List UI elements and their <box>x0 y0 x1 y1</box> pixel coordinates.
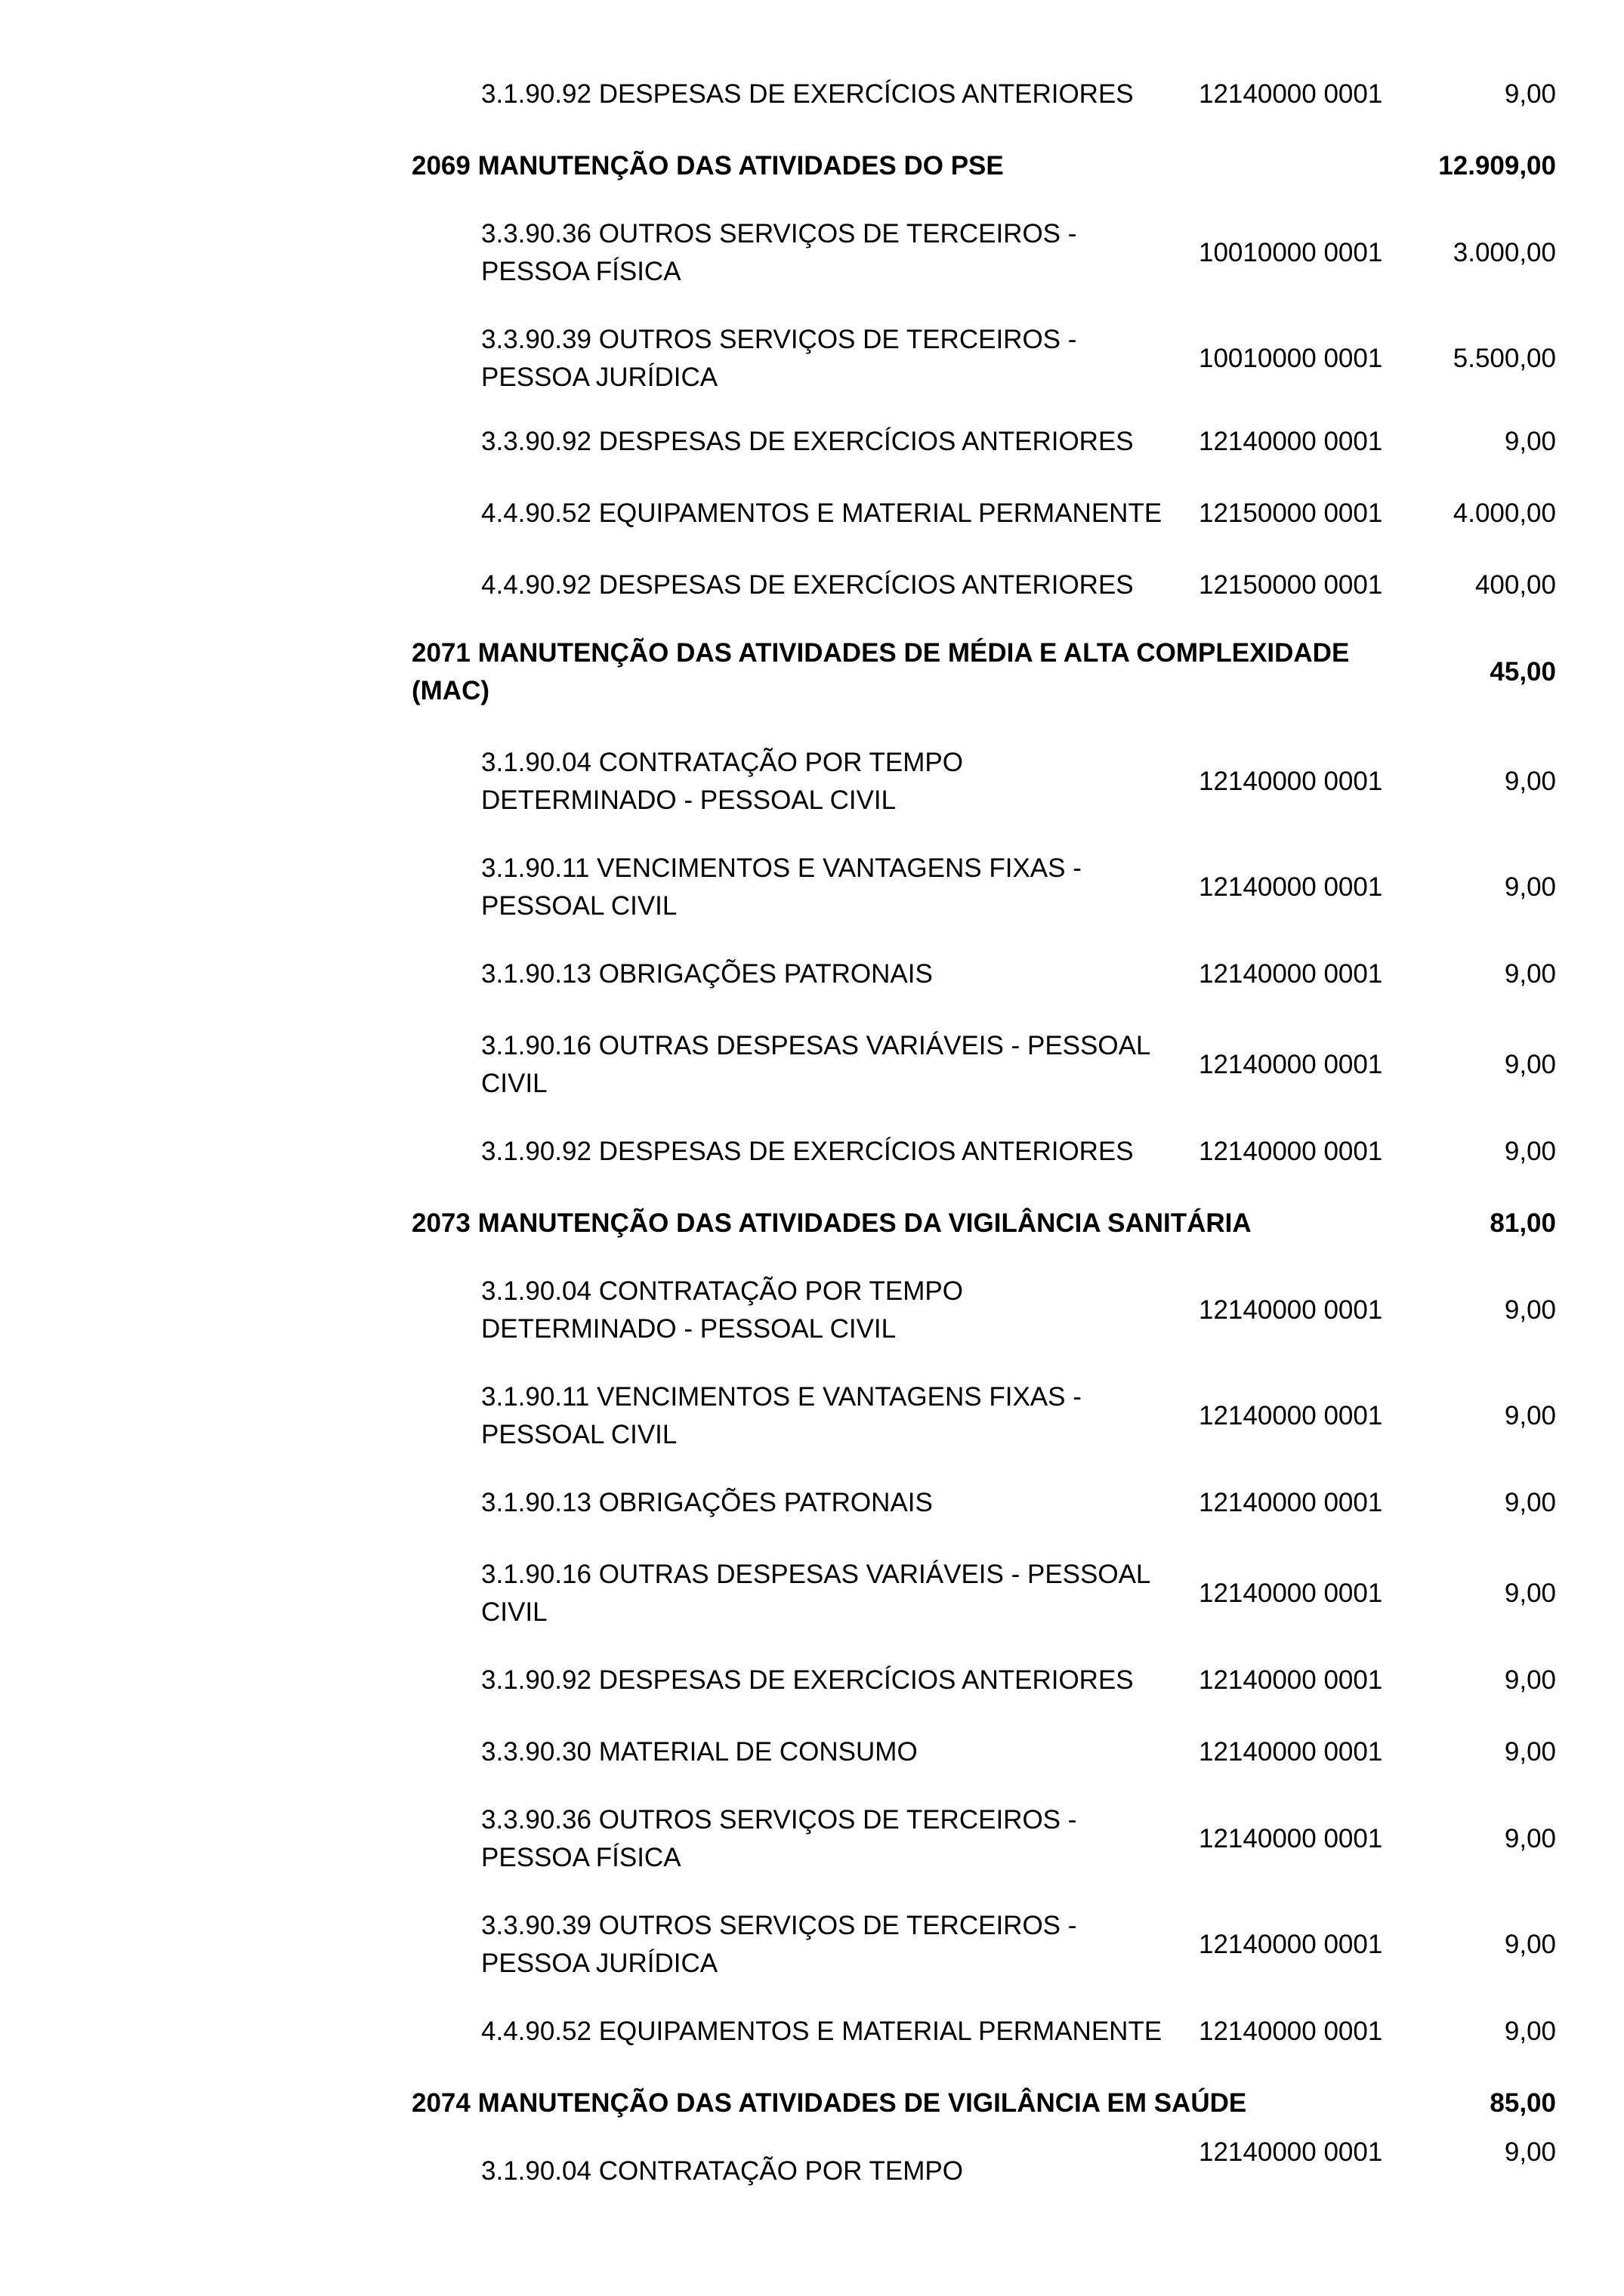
item-description: 3.1.90.92 DESPESAS DE EXERCÍCIOS ANTERIORES <box>481 1137 1134 1166</box>
item-description: 3.1.90.04 CONTRATAÇÃO POR TEMPO DETERMINADO - PESSOAL CIVIL <box>481 748 963 815</box>
item-source-code: 12140000 0001 <box>1199 2137 1383 2167</box>
item-source-code: 10010000 0001 <box>1199 238 1383 267</box>
group-title: 2069 MANUTENÇÃO DAS ATIVIDADES DO PSE <box>412 151 1004 181</box>
item-source-code: 12140000 0001 <box>1199 79 1383 109</box>
item-value: 9,00 <box>1504 959 1556 989</box>
item-value: 9,00 <box>1504 1488 1556 1517</box>
item-value: 9,00 <box>1504 1137 1556 1166</box>
item-description: 3.3.90.36 OUTROS SERVIÇOS DE TERCEIROS - PESSOA FÍSICA <box>481 219 1077 286</box>
item-description: 3.3.90.39 OUTROS SERVIÇOS DE TERCEIROS - PESSOA JURÍDICA <box>481 325 1077 392</box>
group-total-value: 85,00 <box>1490 2088 1556 2118</box>
item-description: 3.1.90.13 OBRIGAÇÕES PATRONAIS <box>481 1488 933 1517</box>
group-total-value: 45,00 <box>1490 657 1556 687</box>
item-source-code: 10010000 0001 <box>1199 344 1383 373</box>
item-source-code: 12150000 0001 <box>1199 570 1383 600</box>
item-value: 9,00 <box>1504 1401 1556 1430</box>
group-total-value: 81,00 <box>1490 1208 1556 1238</box>
item-description: 3.1.90.92 DESPESAS DE EXERCÍCIOS ANTERIORES <box>481 1665 1134 1695</box>
item-description: 3.3.90.92 DESPESAS DE EXERCÍCIOS ANTERIORES <box>481 427 1134 456</box>
item-description: 3.3.90.36 OUTROS SERVIÇOS DE TERCEIROS - PESSOA FÍSICA <box>481 1805 1077 1872</box>
item-source-code: 12140000 0001 <box>1199 1737 1383 1767</box>
item-source-code: 12140000 0001 <box>1199 1930 1383 1959</box>
item-source-code: 12140000 0001 <box>1199 767 1383 796</box>
item-description: 4.4.90.52 EQUIPAMENTOS E MATERIAL PERMANENTE <box>481 498 1162 528</box>
item-description: 3.1.90.92 DESPESAS DE EXERCÍCIOS ANTERIORES <box>481 79 1134 109</box>
item-description: 3.1.90.16 OUTRAS DESPESAS VARIÁVEIS - PESSOAL CIVIL <box>481 1031 1151 1098</box>
item-value: 9,00 <box>1504 1824 1556 1853</box>
group-title: 2073 MANUTENÇÃO DAS ATIVIDADES DA VIGILÂNCIA SANITÁRIA <box>412 1208 1252 1238</box>
item-value: 3.000,00 <box>1453 238 1556 267</box>
item-description: 3.3.90.39 OUTROS SERVIÇOS DE TERCEIROS - PESSOA JURÍDICA <box>481 1911 1077 1978</box>
item-source-code: 12140000 0001 <box>1199 1578 1383 1608</box>
item-source-code: 12140000 0001 <box>1199 1665 1383 1695</box>
item-value: 9,00 <box>1504 872 1556 902</box>
item-source-code: 12140000 0001 <box>1199 1824 1383 1853</box>
group-total-value: 12.909,00 <box>1438 151 1556 181</box>
item-description: 3.1.90.11 VENCIMENTOS E VANTAGENS FIXAS - PESSOAL CIVIL <box>481 1382 1082 1449</box>
group-title: 2071 MANUTENÇÃO DAS ATIVIDADES DE MÉDIA E ALTA COMPLEXIDADE (MAC) <box>412 638 1350 705</box>
item-description: 3.1.90.04 CONTRATAÇÃO POR TEMPO DETERMINADO - PESSOAL CIVIL <box>481 1276 963 1344</box>
group-title: 2074 MANUTENÇÃO DAS ATIVIDADES DE VIGILÂNCIA EM SAÚDE <box>412 2088 1247 2118</box>
item-value: 9,00 <box>1504 2137 1556 2167</box>
item-source-code: 12140000 0001 <box>1199 872 1383 902</box>
item-description: 3.3.90.30 MATERIAL DE CONSUMO <box>481 1737 918 1767</box>
item-description: 3.1.90.13 OBRIGAÇÕES PATRONAIS <box>481 959 933 989</box>
item-value: 9,00 <box>1504 1665 1556 1695</box>
item-value: 9,00 <box>1504 79 1556 109</box>
item-value: 9,00 <box>1504 1930 1556 1959</box>
item-value: 400,00 <box>1474 570 1556 600</box>
item-description: 3.1.90.16 OUTRAS DESPESAS VARIÁVEIS - PESSOAL CIVIL <box>481 1560 1151 1627</box>
item-value: 9,00 <box>1504 2017 1556 2046</box>
item-source-code: 12140000 0001 <box>1199 2017 1383 2046</box>
item-source-code: 12140000 0001 <box>1199 427 1383 456</box>
item-source-code: 12140000 0001 <box>1199 1050 1383 1079</box>
item-source-code: 12140000 0001 <box>1199 1295 1383 1325</box>
item-value: 9,00 <box>1504 1295 1556 1325</box>
item-source-code: 12140000 0001 <box>1199 1488 1383 1517</box>
item-value: 9,00 <box>1504 767 1556 796</box>
item-value: 9,00 <box>1504 427 1556 456</box>
item-source-code: 12140000 0001 <box>1199 1401 1383 1430</box>
item-source-code: 12150000 0001 <box>1199 498 1383 528</box>
item-description: 4.4.90.52 EQUIPAMENTOS E MATERIAL PERMANENTE <box>481 2017 1162 2046</box>
item-source-code: 12140000 0001 <box>1199 959 1383 989</box>
item-source-code: 12140000 0001 <box>1199 1137 1383 1166</box>
item-description: 3.1.90.11 VENCIMENTOS E VANTAGENS FIXAS - PESSOAL CIVIL <box>481 853 1082 921</box>
item-value: 9,00 <box>1504 1050 1556 1079</box>
item-description: 4.4.90.92 DESPESAS DE EXERCÍCIOS ANTERIORES <box>481 570 1134 600</box>
item-value: 4.000,00 <box>1453 498 1556 528</box>
item-value: 5.500,00 <box>1453 344 1556 373</box>
item-value: 9,00 <box>1504 1737 1556 1767</box>
item-description: 3.1.90.04 CONTRATAÇÃO POR TEMPO <box>481 2156 963 2186</box>
item-value: 9,00 <box>1504 1578 1556 1608</box>
